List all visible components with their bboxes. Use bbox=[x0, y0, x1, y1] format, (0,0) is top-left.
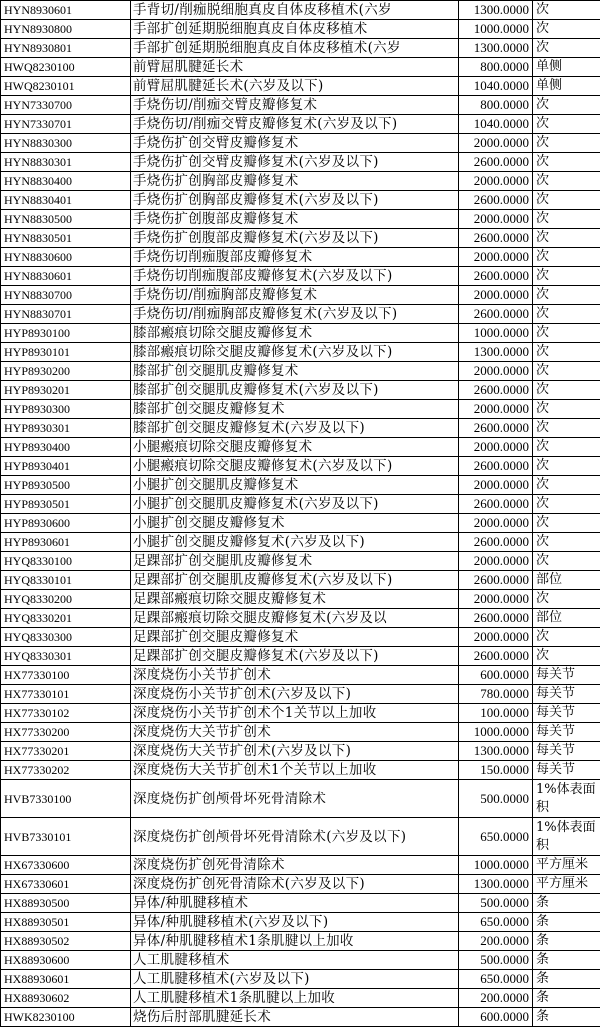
item-code-cell: HYP8930101 bbox=[1, 343, 131, 362]
unit-cell: 条 bbox=[533, 951, 600, 970]
table-row bbox=[1, 685, 600, 704]
item-name-cell: 小腿扩创交腿肌皮瓣修复术(六岁及以下) bbox=[131, 495, 459, 514]
item-code-cell: HYN7330701 bbox=[1, 115, 131, 134]
price-cell: 1300.0000 bbox=[459, 343, 533, 362]
item-name-cell: 手烧伤扩创胸部皮瓣修复术(六岁及以下) bbox=[131, 191, 459, 210]
unit-cell: 次 bbox=[533, 20, 600, 39]
item-code-cell: HYN8930800 bbox=[1, 20, 131, 39]
unit-cell: 次 bbox=[533, 229, 600, 248]
table-row bbox=[1, 609, 600, 628]
unit-cell: 每关节 bbox=[533, 704, 600, 723]
price-cell: 2600.0000 bbox=[459, 153, 533, 172]
table-row bbox=[1, 305, 600, 324]
price-cell: 2000.0000 bbox=[459, 476, 533, 495]
item-code-cell: HYN8830700 bbox=[1, 286, 131, 305]
unit-cell: 次 bbox=[533, 343, 600, 362]
table-row bbox=[1, 495, 600, 514]
item-code-cell: HYQ8330100 bbox=[1, 552, 131, 571]
unit-cell: 每关节 bbox=[533, 666, 600, 685]
item-name-cell: 小腿扩创交腿皮瓣修复术 bbox=[131, 514, 459, 533]
item-code-cell: HYN8830501 bbox=[1, 229, 131, 248]
unit-cell: 次 bbox=[533, 438, 600, 457]
price-cell: 1000.0000 bbox=[459, 856, 533, 875]
item-code-cell: HYN8930601 bbox=[1, 1, 131, 20]
unit-cell: 条 bbox=[533, 1008, 600, 1027]
table-row bbox=[1, 742, 600, 761]
unit-cell: 每关节 bbox=[533, 685, 600, 704]
item-code-cell: HYP8930601 bbox=[1, 533, 131, 552]
price-cell: 2600.0000 bbox=[459, 571, 533, 590]
unit-cell: 次 bbox=[533, 533, 600, 552]
item-name-cell: 手烧伤扩创腹部皮瓣修复术 bbox=[131, 210, 459, 229]
item-name-cell: 手烧伤切/削痂胸部皮瓣修复术 bbox=[131, 286, 459, 305]
price-cell: 200.0000 bbox=[459, 989, 533, 1008]
item-code-cell: HYQ8330200 bbox=[1, 590, 131, 609]
unit-cell: 条 bbox=[533, 970, 600, 989]
item-name-cell: 深度烧伤大关节扩创术1个关节以上加收 bbox=[131, 761, 459, 780]
table-row bbox=[1, 666, 600, 685]
price-cell: 1300.0000 bbox=[459, 1, 533, 20]
item-name-cell: 手烧伤扩创交臂皮瓣修复术(六岁及以下) bbox=[131, 153, 459, 172]
price-cell: 2600.0000 bbox=[459, 457, 533, 476]
table-row bbox=[1, 58, 600, 77]
table-row bbox=[1, 913, 600, 932]
item-code-cell: HYN8830701 bbox=[1, 305, 131, 324]
item-name-cell: 足踝部扩创交腿皮瓣修复术(六岁及以下) bbox=[131, 647, 459, 666]
item-name-cell: 烧伤后肘部肌腱延长术 bbox=[131, 1008, 459, 1027]
item-name-cell: 前臂屈肌腱延长术(六岁及以下) bbox=[131, 77, 459, 96]
price-cell: 2000.0000 bbox=[459, 172, 533, 191]
table-row bbox=[1, 419, 600, 438]
item-code-cell: HYP8930201 bbox=[1, 381, 131, 400]
item-name-cell: 手烧伤切/削痂交臂皮瓣修复术 bbox=[131, 96, 459, 115]
unit-cell: 次 bbox=[533, 628, 600, 647]
item-name-cell: 深度烧伤扩创颅骨坏死骨清除术 bbox=[131, 780, 459, 818]
item-name-cell: 人工肌腱移植术 bbox=[131, 951, 459, 970]
item-code-cell: HX67330600 bbox=[1, 856, 131, 875]
unit-cell: 次 bbox=[533, 153, 600, 172]
item-code-cell: HX88930601 bbox=[1, 970, 131, 989]
item-name-cell: 深度烧伤小关节扩创术个1关节以上加收 bbox=[131, 704, 459, 723]
price-cell: 2000.0000 bbox=[459, 362, 533, 381]
price-cell: 600.0000 bbox=[459, 666, 533, 685]
price-cell: 2000.0000 bbox=[459, 400, 533, 419]
item-name-cell: 手烧伤扩创交臂皮瓣修复术 bbox=[131, 134, 459, 153]
unit-cell: 次 bbox=[533, 267, 600, 286]
table-body bbox=[1, 1, 600, 1027]
item-name-cell: 手烧伤切/削痂交臂皮瓣修复术(六岁及以下) bbox=[131, 115, 459, 134]
item-code-cell: HYN8830301 bbox=[1, 153, 131, 172]
unit-cell: 次 bbox=[533, 210, 600, 229]
unit-cell: 条 bbox=[533, 932, 600, 951]
price-cell: 100.0000 bbox=[459, 704, 533, 723]
unit-cell: 次 bbox=[533, 476, 600, 495]
unit-cell: 部位 bbox=[533, 571, 600, 590]
unit-cell: 条 bbox=[533, 894, 600, 913]
item-name-cell: 深度烧伤扩创颅骨坏死骨清除术(六岁及以下) bbox=[131, 818, 459, 856]
unit-cell: 次 bbox=[533, 248, 600, 267]
price-cell: 1000.0000 bbox=[459, 723, 533, 742]
item-name-cell: 异体/种肌腱移植术 bbox=[131, 894, 459, 913]
table-row bbox=[1, 115, 600, 134]
item-name-cell: 手烧伤切/削痂胸部皮瓣修复术(六岁及以下) bbox=[131, 305, 459, 324]
price-cell: 2000.0000 bbox=[459, 552, 533, 571]
table-row bbox=[1, 1008, 600, 1027]
item-code-cell: HX77330101 bbox=[1, 685, 131, 704]
table-row bbox=[1, 970, 600, 989]
price-cell: 1000.0000 bbox=[459, 20, 533, 39]
price-cell: 2600.0000 bbox=[459, 419, 533, 438]
unit-cell: 次 bbox=[533, 590, 600, 609]
item-name-cell: 异体/种肌腱移植术1条肌腱以上加收 bbox=[131, 932, 459, 951]
item-name-cell: 手烧伤扩创胸部皮瓣修复术 bbox=[131, 172, 459, 191]
table-row bbox=[1, 20, 600, 39]
item-name-cell: 手背切/削痂脱细胞真皮自体皮移植术(六岁 bbox=[131, 1, 459, 20]
price-cell: 600.0000 bbox=[459, 1008, 533, 1027]
price-cell: 2000.0000 bbox=[459, 210, 533, 229]
price-cell: 800.0000 bbox=[459, 58, 533, 77]
price-cell: 1300.0000 bbox=[459, 875, 533, 894]
unit-cell: 次 bbox=[533, 115, 600, 134]
unit-cell: 平方厘米 bbox=[533, 875, 600, 894]
price-cell: 2600.0000 bbox=[459, 267, 533, 286]
item-name-cell: 手部扩创延期脱细胞真皮自体皮移植术 bbox=[131, 20, 459, 39]
table-row bbox=[1, 533, 600, 552]
price-cell: 1040.0000 bbox=[459, 77, 533, 96]
price-cell: 2000.0000 bbox=[459, 286, 533, 305]
item-code-cell: HX88930600 bbox=[1, 951, 131, 970]
table-row bbox=[1, 628, 600, 647]
price-cell: 2000.0000 bbox=[459, 438, 533, 457]
table-row bbox=[1, 951, 600, 970]
price-cell: 150.0000 bbox=[459, 761, 533, 780]
table-row bbox=[1, 761, 600, 780]
item-name-cell: 小腿瘢痕切除交腿皮瓣修复术(六岁及以下) bbox=[131, 457, 459, 476]
item-name-cell: 异体/种肌腱移植术(六岁及以下) bbox=[131, 913, 459, 932]
item-code-cell: HYN7330700 bbox=[1, 96, 131, 115]
price-cell: 200.0000 bbox=[459, 932, 533, 951]
item-name-cell: 深度烧伤大关节扩创术(六岁及以下) bbox=[131, 742, 459, 761]
table-row bbox=[1, 989, 600, 1008]
unit-cell: 每关节 bbox=[533, 761, 600, 780]
unit-cell: 1%体表面积 bbox=[533, 818, 600, 856]
table-row bbox=[1, 932, 600, 951]
item-name-cell: 足踝部瘢痕切除交腿皮瓣修复术(六岁及以 bbox=[131, 609, 459, 628]
unit-cell: 每关节 bbox=[533, 723, 600, 742]
item-name-cell: 足踝部扩创交腿肌皮瓣修复术(六岁及以下) bbox=[131, 571, 459, 590]
item-code-cell: HYP8930600 bbox=[1, 514, 131, 533]
item-name-cell: 足踝部扩创交腿皮瓣修复术 bbox=[131, 628, 459, 647]
table-row bbox=[1, 77, 600, 96]
table-row bbox=[1, 172, 600, 191]
item-code-cell: HYP8930401 bbox=[1, 457, 131, 476]
item-code-cell: HYN8830600 bbox=[1, 248, 131, 267]
price-cell: 2600.0000 bbox=[459, 381, 533, 400]
unit-cell: 1%体表面积 bbox=[533, 780, 600, 818]
table-row bbox=[1, 210, 600, 229]
unit-cell: 次 bbox=[533, 495, 600, 514]
price-cell: 2600.0000 bbox=[459, 191, 533, 210]
price-cell: 2000.0000 bbox=[459, 514, 533, 533]
table-row bbox=[1, 894, 600, 913]
item-code-cell: HYP8930200 bbox=[1, 362, 131, 381]
price-cell: 650.0000 bbox=[459, 818, 533, 856]
item-code-cell: HX88930602 bbox=[1, 989, 131, 1008]
item-name-cell: 深度烧伤扩创死骨清除术(六岁及以下) bbox=[131, 875, 459, 894]
price-cell: 650.0000 bbox=[459, 970, 533, 989]
item-code-cell: HYQ8330201 bbox=[1, 609, 131, 628]
price-cell: 500.0000 bbox=[459, 894, 533, 913]
item-code-cell: HYP8930400 bbox=[1, 438, 131, 457]
item-name-cell: 深度烧伤扩创死骨清除术 bbox=[131, 856, 459, 875]
table-row bbox=[1, 362, 600, 381]
unit-cell: 次 bbox=[533, 286, 600, 305]
table-row bbox=[1, 267, 600, 286]
table-row bbox=[1, 818, 600, 856]
price-cell: 2000.0000 bbox=[459, 248, 533, 267]
item-name-cell: 膝部扩创交腿皮瓣修复术 bbox=[131, 400, 459, 419]
item-code-cell: HX67330601 bbox=[1, 875, 131, 894]
item-code-cell: HYQ8330301 bbox=[1, 647, 131, 666]
unit-cell: 次 bbox=[533, 134, 600, 153]
item-name-cell: 小腿扩创交腿皮瓣修复术(六岁及以下) bbox=[131, 533, 459, 552]
price-cell: 650.0000 bbox=[459, 913, 533, 932]
unit-cell: 条 bbox=[533, 913, 600, 932]
item-code-cell: HX77330102 bbox=[1, 704, 131, 723]
item-name-cell: 深度烧伤小关节扩创术(六岁及以下) bbox=[131, 685, 459, 704]
table-row bbox=[1, 571, 600, 590]
unit-cell: 次 bbox=[533, 324, 600, 343]
item-code-cell: HX88930501 bbox=[1, 913, 131, 932]
item-name-cell: 手烧伤切削痂腹部皮瓣修复术 bbox=[131, 248, 459, 267]
unit-cell: 次 bbox=[533, 381, 600, 400]
unit-cell: 次 bbox=[533, 39, 600, 58]
price-cell: 500.0000 bbox=[459, 780, 533, 818]
item-code-cell: HYN8830601 bbox=[1, 267, 131, 286]
price-cell: 2600.0000 bbox=[459, 533, 533, 552]
price-cell: 800.0000 bbox=[459, 96, 533, 115]
table-row bbox=[1, 704, 600, 723]
table-row bbox=[1, 457, 600, 476]
item-code-cell: HYP8930301 bbox=[1, 419, 131, 438]
table-row bbox=[1, 153, 600, 172]
item-name-cell: 手部扩创延期脱细胞真皮自体皮移植术(六岁 bbox=[131, 39, 459, 58]
unit-cell: 次 bbox=[533, 457, 600, 476]
table-row bbox=[1, 324, 600, 343]
item-name-cell: 人工肌腱移植术1条肌腱以上加收 bbox=[131, 989, 459, 1008]
table-row bbox=[1, 381, 600, 400]
table-row bbox=[1, 647, 600, 666]
table-row bbox=[1, 552, 600, 571]
item-code-cell: HYQ8330300 bbox=[1, 628, 131, 647]
table-row bbox=[1, 780, 600, 818]
item-code-cell: HX88930502 bbox=[1, 932, 131, 951]
table-row bbox=[1, 134, 600, 153]
unit-cell: 次 bbox=[533, 191, 600, 210]
item-code-cell: HVB7330100 bbox=[1, 780, 131, 818]
item-name-cell: 足踝部瘢痕切除交腿皮瓣修复术 bbox=[131, 590, 459, 609]
unit-cell: 部位 bbox=[533, 609, 600, 628]
unit-cell: 每关节 bbox=[533, 742, 600, 761]
price-cell: 2600.0000 bbox=[459, 305, 533, 324]
item-name-cell: 深度烧伤小关节扩创术 bbox=[131, 666, 459, 685]
price-cell: 2600.0000 bbox=[459, 609, 533, 628]
price-cell: 2000.0000 bbox=[459, 134, 533, 153]
price-cell: 2000.0000 bbox=[459, 628, 533, 647]
item-name-cell: 深度烧伤大关节扩创术 bbox=[131, 723, 459, 742]
item-code-cell: HYP8930300 bbox=[1, 400, 131, 419]
unit-cell: 平方厘米 bbox=[533, 856, 600, 875]
unit-cell: 次 bbox=[533, 1, 600, 20]
price-cell: 1300.0000 bbox=[459, 39, 533, 58]
item-name-cell: 手烧伤切削痂腹部皮瓣修复术(六岁及以下) bbox=[131, 267, 459, 286]
item-name-cell: 小腿扩创交腿肌皮瓣修复术 bbox=[131, 476, 459, 495]
table-row bbox=[1, 856, 600, 875]
table-row bbox=[1, 248, 600, 267]
item-code-cell: HYN8830400 bbox=[1, 172, 131, 191]
item-code-cell: HWQ8230100 bbox=[1, 58, 131, 77]
table-row bbox=[1, 96, 600, 115]
item-name-cell: 膝部瘢痕切除交腿皮瓣修复术 bbox=[131, 324, 459, 343]
item-code-cell: HX77330100 bbox=[1, 666, 131, 685]
item-name-cell: 人工肌腱移植术(六岁及以下) bbox=[131, 970, 459, 989]
item-code-cell: HX77330200 bbox=[1, 723, 131, 742]
item-code-cell: HYP8930501 bbox=[1, 495, 131, 514]
price-cell: 2600.0000 bbox=[459, 229, 533, 248]
table-row bbox=[1, 229, 600, 248]
table-row bbox=[1, 39, 600, 58]
item-code-cell: HYP8930500 bbox=[1, 476, 131, 495]
item-code-cell: HYN8830500 bbox=[1, 210, 131, 229]
unit-cell: 次 bbox=[533, 419, 600, 438]
price-cell: 1300.0000 bbox=[459, 742, 533, 761]
item-code-cell: HX77330202 bbox=[1, 761, 131, 780]
table-row bbox=[1, 286, 600, 305]
unit-cell: 次 bbox=[533, 400, 600, 419]
price-cell: 2000.0000 bbox=[459, 590, 533, 609]
item-name-cell: 足踝部扩创交腿肌皮瓣修复术 bbox=[131, 552, 459, 571]
item-code-cell: HYN8930801 bbox=[1, 39, 131, 58]
item-name-cell: 膝部扩创交腿肌皮瓣修复术 bbox=[131, 362, 459, 381]
table-row bbox=[1, 590, 600, 609]
unit-cell: 次 bbox=[533, 514, 600, 533]
unit-cell: 次 bbox=[533, 552, 600, 571]
table-row bbox=[1, 1, 600, 20]
table-row bbox=[1, 476, 600, 495]
unit-cell: 单侧 bbox=[533, 77, 600, 96]
unit-cell: 次 bbox=[533, 362, 600, 381]
item-code-cell: HYN8830300 bbox=[1, 134, 131, 153]
table-row bbox=[1, 343, 600, 362]
item-code-cell: HYQ8330101 bbox=[1, 571, 131, 590]
item-code-cell: HVB7330101 bbox=[1, 818, 131, 856]
unit-cell: 次 bbox=[533, 172, 600, 191]
item-code-cell: HX77330201 bbox=[1, 742, 131, 761]
table-row bbox=[1, 191, 600, 210]
item-name-cell: 前臂屈肌腱延长术 bbox=[131, 58, 459, 77]
table-row bbox=[1, 438, 600, 457]
table-row bbox=[1, 723, 600, 742]
item-code-cell: HWQ8230101 bbox=[1, 77, 131, 96]
unit-cell: 次 bbox=[533, 305, 600, 324]
item-code-cell: HYN8830401 bbox=[1, 191, 131, 210]
table-row bbox=[1, 514, 600, 533]
unit-cell: 次 bbox=[533, 647, 600, 666]
price-cell: 1040.0000 bbox=[459, 115, 533, 134]
unit-cell: 次 bbox=[533, 96, 600, 115]
item-name-cell: 小腿瘢痕切除交腿皮瓣修复术 bbox=[131, 438, 459, 457]
price-cell: 2600.0000 bbox=[459, 647, 533, 666]
price-cell: 500.0000 bbox=[459, 951, 533, 970]
unit-cell: 条 bbox=[533, 989, 600, 1008]
table-row bbox=[1, 400, 600, 419]
price-cell: 780.0000 bbox=[459, 685, 533, 704]
price-cell: 2600.0000 bbox=[459, 495, 533, 514]
item-code-cell: HWK8230100 bbox=[1, 1008, 131, 1027]
unit-cell: 单侧 bbox=[533, 58, 600, 77]
table-row bbox=[1, 875, 600, 894]
item-code-cell: HYP8930100 bbox=[1, 324, 131, 343]
item-name-cell: 膝部瘢痕切除交腿皮瓣修复术(六岁及以下) bbox=[131, 343, 459, 362]
item-code-cell: HX88930500 bbox=[1, 894, 131, 913]
item-name-cell: 膝部扩创交腿肌皮瓣修复术(六岁及以下) bbox=[131, 381, 459, 400]
item-name-cell: 手烧伤扩创腹部皮瓣修复术(六岁及以下) bbox=[131, 229, 459, 248]
item-name-cell: 膝部扩创交腿皮瓣修复术(六岁及以下) bbox=[131, 419, 459, 438]
price-cell: 1000.0000 bbox=[459, 324, 533, 343]
